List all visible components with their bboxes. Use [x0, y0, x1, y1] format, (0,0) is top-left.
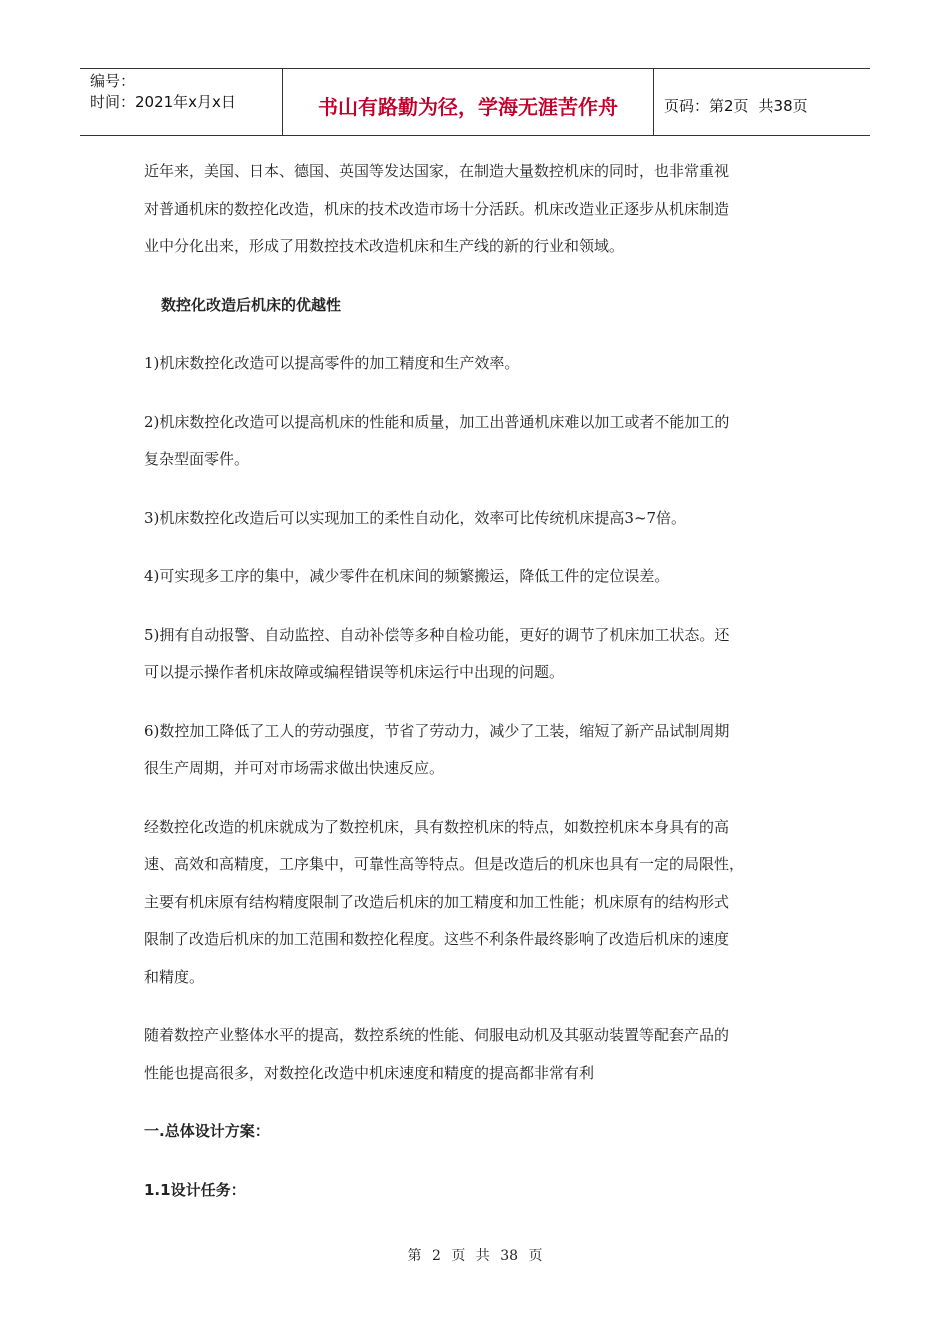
text-line: 和精度。: [144, 967, 205, 986]
advantage-item-3: [144, 500, 806, 538]
document-time-label: 时间：2021年x月x日: [90, 93, 236, 111]
footer-part: 页: [528, 1248, 543, 1264]
document-header: [80, 68, 870, 136]
header-total-label: 共38页: [758, 96, 808, 115]
advantage-item-5: [144, 617, 806, 692]
advantage-heading: 数控化改造后机床的优越性: [161, 295, 342, 314]
limitations-paragraph: [144, 809, 806, 997]
text-line: 很生产周期，并可对市场需求做出快速反应。: [144, 759, 445, 777]
text-line: 6)数控加工降低了工人的劳动强度，节省了劳动力，减少了工装，缩短了新产品试制周期: [144, 721, 730, 740]
advantage-item-6: [144, 713, 806, 788]
footer-part: 第: [407, 1248, 422, 1264]
text-line: 经数控化改造的机床就成为了数控机床，具有数控机床的特点，如数控机床本身具有的高: [144, 817, 730, 836]
intro-paragraph: [144, 153, 806, 266]
text-line: 对普通机床的数控化改造，机床的技术改造市场十分活跃。机床改造业正逐步从机床制造: [144, 199, 730, 218]
text-line: 3)机床数控化改造后可以实现加工的柔性自动化，效率可比传统机床提高3~7倍。: [144, 508, 687, 527]
text-line: 4)可实现多工序的集中，减少零件在机床间的频繁搬运，降低工件的定位误差。: [144, 567, 670, 585]
text-line: 2)机床数控化改造可以提高机床的性能和质量，加工出普通机床难以加工或者不能加工的: [144, 412, 730, 431]
footer-page-number: 2: [431, 1248, 441, 1264]
footer-total-pages: 38: [500, 1248, 519, 1264]
outlook-paragraph: [144, 1017, 806, 1092]
text-line: 限制了改造后机床的加工范围和数控化程度。这些不利条件最终影响了改造后机床的速度: [144, 930, 730, 948]
text-line: 速、高效和高精度，工序集中，可靠性高等特点。但是改造后的机床也具有一定的局限性，: [144, 855, 745, 873]
header-meta: [80, 69, 282, 135]
text-line: 1)机床数控化改造可以提高零件的加工精度和生产效率。: [144, 354, 520, 372]
advantage-item-2: [144, 404, 806, 479]
section-heading: 一.总体设计方案：: [144, 1122, 270, 1140]
text-line: 可以提示操作者机床故障或编程错误等机床运行中出现的问题。: [144, 663, 565, 681]
text-line: 5)拥有自动报警、自动监控、自动补偿等多种自检功能，更好的调节了机床加工状态。还: [144, 625, 730, 644]
text-line: 性能也提高很多，对数控化改造中机床速度和精度的提高都非常有利: [144, 1063, 595, 1082]
footer-part: 共: [475, 1248, 490, 1264]
text-line: 近年来，美国、日本、德国、英国等发达国家，在制造大量数控机床的同时，也非常重视: [144, 162, 730, 180]
text-line: 业中分化出来，形成了用数控技术改造机床和生产线的新的行业和领域。: [144, 237, 625, 255]
header-motto: 书山有路勤为径，学海无涯苦作舟: [282, 69, 654, 135]
footer-part: 页: [451, 1248, 466, 1264]
text-line: 随着数控产业整体水平的提高，数控系统的性能、伺服电动机及其驱动装置等配套产品的: [144, 1026, 730, 1044]
document-number-label: 编号：: [90, 72, 136, 90]
text-line: 复杂型面零件。: [144, 450, 250, 468]
text-line: 主要有机床原有结构精度限制了改造后机床的加工精度和加工性能；机床原有的结构形式: [144, 892, 730, 911]
document-body: [144, 153, 806, 1209]
advantage-item-1: [144, 345, 806, 383]
subsection-heading: 1.1设计任务：: [144, 1180, 246, 1199]
advantage-item-4: [144, 558, 806, 596]
page-footer: [0, 1245, 950, 1265]
header-page-label: 页码：第2页: [664, 96, 749, 115]
header-page-info: [654, 69, 870, 135]
